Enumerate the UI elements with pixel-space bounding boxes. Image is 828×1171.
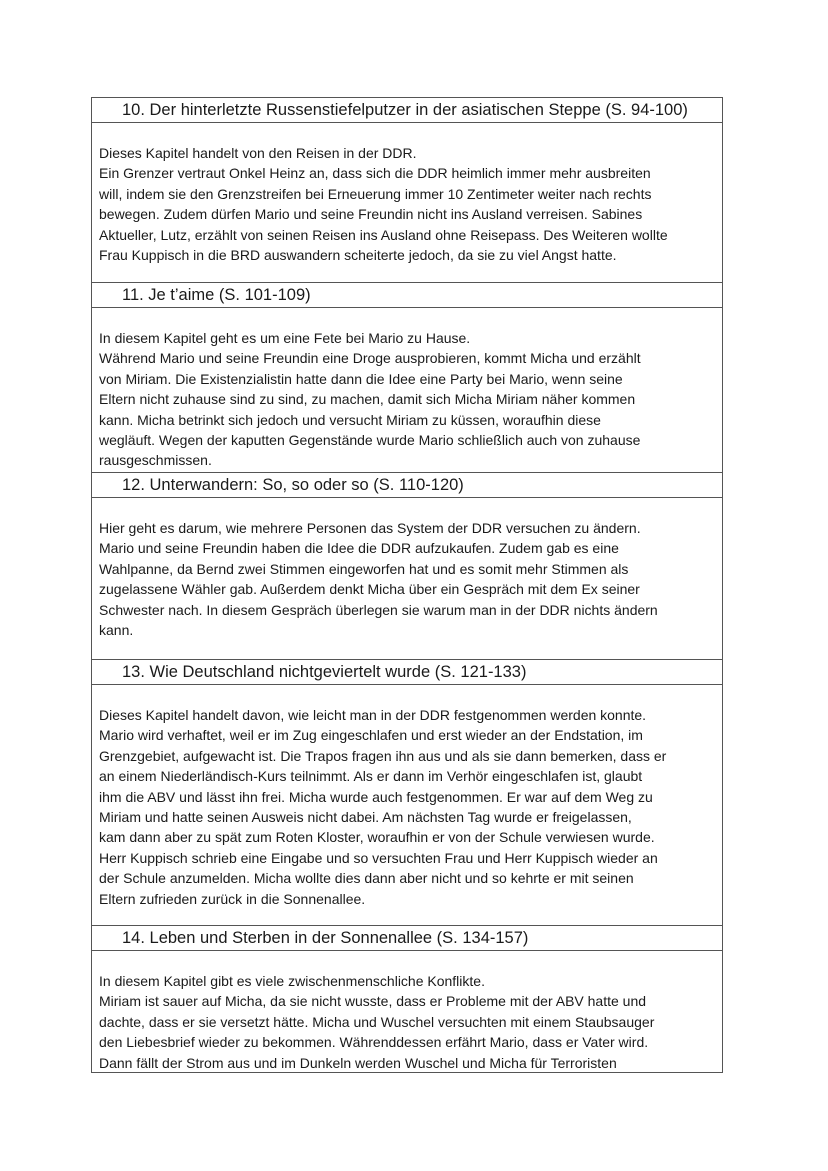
chapter-section-12 [92,473,722,660]
chapter-section-10 [92,98,722,283]
chapter-section-14 [92,926,722,1073]
chapter-summary: Dieses Kapitel handelt davon, wie leicht man in der DDR festgenommen werden konnte. Mario wird verhaftet, weil er im Zug eingeschlafen und erst wieder an der Endstation, im Grenzgebiet, aufgewacht ist. Die Trapos fragen ihn aus und als sie dann bemerken, dass er an einem Niederländisch-Kurs teilnimmt. Als er dann im Verhör eingeschlafen ist, glaubt ihm die ABV und lässt ihn frei. Micha wurde auch festgenommen. Er war auf dem Weg zu Miriam und hatte seinen Ausweis nicht dabei. Am nächsten Tag wurde er freigelassen, kam dann aber zu spät zum Roten Kloster, woraufhin er von der Schule verwiesen wurde. Herr Kuppisch schrieb eine Eingabe und so versuchten Frau und Herr Kuppisch wieder an der Schule anzumelden. Micha wollte dies dann aber nicht und so kehrte er mit seinen Eltern zufrieden zurück in die Sonnenallee. [92,685,722,926]
chapter-summary-table [91,97,723,1073]
chapter-title: 14. Leben und Sterben in der Sonnenallee (S. 134-157) [92,926,722,951]
chapter-section-13 [92,660,722,926]
chapter-title: 11. Je t’aime (S. 101-109) [92,283,722,308]
chapter-summary: Dieses Kapitel handelt von den Reisen in der DDR. Ein Grenzer vertraut Onkel Heinz an, dass sich die DDR heimlich immer mehr ausbreiten will, indem sie den Grenzstreifen bei Erneuerung immer 10 Zentimeter weiter nach rechts bewegen. Zudem dürfen Mario und seine Freundin nicht ins Ausland verreisen. Sabines Aktueller, Lutz, erzählt von seinen Reisen ins Ausland ohne Reisepass. Des Weiteren wollte Frau Kuppisch in die BRD auswandern scheiterte jedoch, da sie zu viel Angst hatte. [92,123,722,283]
chapter-summary: In diesem Kapitel gibt es viele zwischenmenschliche Konflikte. Miriam ist sauer auf Micha, da sie nicht wusste, dass er Probleme mit der ABV hatte und dachte, dass er sie versetzt hätte. Micha und Wuschel versuchten mit einem Staubsauger den Liebesbrief wieder zu bekommen. Währenddessen erfährt Mario, dass er Vater wird. Dann fällt der Strom aus und im Dunkeln werden Wuschel und Micha für Terroristen [92,951,722,1073]
chapter-title: 10. Der hinterletzte Russenstiefelputzer in der asiatischen Steppe (S. 94-100) [92,98,722,123]
chapter-summary: In diesem Kapitel geht es um eine Fete bei Mario zu Hause. Während Mario und seine Freundin eine Droge ausprobieren, kommt Micha und erzählt von Miriam. Die Existenzialistin hatte dann die Idee eine Party bei Mario, wenn seine Eltern nicht zuhause sind zu sind, zu machen, damit sich Micha Miriam näher kommen kann. Micha betrinkt sich jedoch und versucht Miriam zu küssen, woraufhin diese wegläuft. Wegen der kaputten Gegenstände wurde Mario schließlich auch von zuhause rausgeschmissen. [92,308,722,473]
chapter-section-11 [92,283,722,473]
chapter-title: 12. Unterwandern: So, so oder so (S. 110-120) [92,473,722,498]
chapter-title: 13. Wie Deutschland nichtgeviertelt wurde (S. 121-133) [92,660,722,685]
chapter-summary: Hier geht es darum, wie mehrere Personen das System der DDR versuchen zu ändern. Mario und seine Freundin haben die Idee die DDR aufzukaufen. Zudem gab es eine Wahlpanne, da Bernd zwei Stimmen eingeworfen hat und es somit mehr Stimmen als zugelassene Wähler gab. Außerdem denkt Micha über ein Gespräch mit dem Ex seiner Schwester nach. In diesem Gespräch überlegen sie warum man in der DDR nichts ändern kann. [92,498,722,660]
